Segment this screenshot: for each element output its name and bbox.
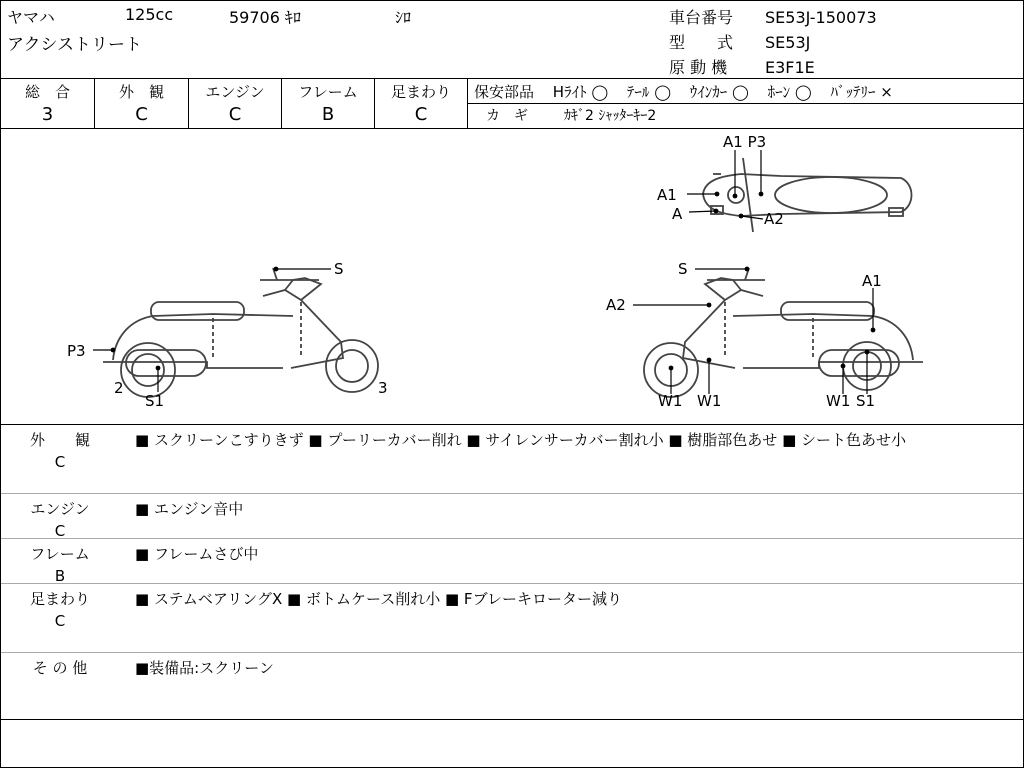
maker: ヤマハ <box>7 8 55 27</box>
grade-frame <box>282 79 375 128</box>
section-text: ■ ステムベアリングX ■ ボトムケース削れ小 ■ Fブレーキローター減り <box>135 590 622 608</box>
section-engine <box>1 494 1023 539</box>
section-frame <box>1 539 1023 584</box>
section-grade: B <box>54 567 66 585</box>
mileage: 59706 ｷﾛ <box>229 8 301 27</box>
section-grade: C <box>54 612 66 630</box>
section-text: ■ エンジン音中 <box>135 500 244 518</box>
section-exterior <box>1 425 1023 494</box>
grade-value: 3 <box>41 104 54 125</box>
label-3-left: 3 <box>378 379 388 397</box>
label-A1-top: A1 <box>657 186 677 204</box>
section-text: ■装備品:スクリーン <box>135 659 274 677</box>
label-S-right: S <box>678 260 688 278</box>
frame-number-row <box>669 5 877 28</box>
label-A1-right: A1 <box>862 272 882 290</box>
section-title: そ の 他 <box>32 659 88 677</box>
label-S-left: S <box>334 260 344 278</box>
grade-label: エンジン <box>205 83 265 101</box>
field-label: 原 動 機 <box>669 58 728 77</box>
keys-value: ｶｷﾞ2 ｼｬｯﾀｰｷｰ2 <box>564 108 657 124</box>
grade-label: 総 合 <box>24 83 70 101</box>
section-title: エンジン <box>30 500 90 518</box>
label-W1-right-1: W1 <box>658 392 683 410</box>
label-2-left: 2 <box>114 379 124 397</box>
safety-winker: ｳｲﾝｶｰ ◯ <box>689 83 749 101</box>
grade-label: 外 観 <box>118 83 164 101</box>
section-grade: C <box>54 522 66 540</box>
label-W1-right-2: W1 <box>697 392 722 410</box>
color: ｼﾛ <box>395 8 412 27</box>
section-grade: C <box>54 453 66 471</box>
grade-exterior <box>95 79 189 128</box>
safety-title: 保安部品 <box>474 83 535 101</box>
label-A2-top: A2 <box>764 210 784 228</box>
grade-value: C <box>414 104 428 125</box>
section-title: 外 観 <box>29 431 90 449</box>
model-code-row <box>669 30 810 53</box>
keys-row <box>486 105 656 125</box>
field-label: 車台番号 <box>669 8 734 27</box>
field-value: E3F1E <box>765 58 815 77</box>
field-label: 型 式 <box>669 33 734 52</box>
grade-engine <box>189 79 282 128</box>
engine-code-row <box>669 55 815 78</box>
grade-value: C <box>228 104 242 125</box>
scooter-left-view <box>103 268 378 397</box>
safety-headlight: Hﾗｲﾄ ◯ <box>552 83 609 101</box>
scooter-diagram-svg <box>1 128 1023 424</box>
grade-row <box>1 78 1023 129</box>
section-text: ■ フレームさび中 <box>135 545 259 563</box>
label-A1-P3-top: A1 P3 <box>723 133 767 151</box>
grade-suspension <box>375 79 468 128</box>
section-suspension <box>1 584 1023 653</box>
field-value: SE53J-150073 <box>765 8 877 27</box>
label-S1-right: S1 <box>856 392 876 410</box>
label-P3-left: P3 <box>67 342 86 360</box>
label-S1-left: S1 <box>145 392 165 410</box>
section-other <box>1 653 1023 720</box>
damage-diagram <box>1 128 1023 425</box>
scooter-left-labels <box>93 269 331 392</box>
grade-label: フレーム <box>298 83 358 101</box>
label-W1-right-3: W1 <box>826 392 851 410</box>
field-value: SE53J <box>765 33 811 52</box>
keys-label: カ ギ <box>486 108 528 124</box>
grade-value: C <box>135 104 148 125</box>
safety-taillight: ﾃｰﾙ ◯ <box>626 83 671 101</box>
grade-value: B <box>321 104 335 125</box>
model-name: アクシストリート <box>7 35 142 55</box>
safety-battery: ﾊﾞｯﾃﾘｰ × <box>830 83 893 101</box>
grade-overall <box>1 79 95 128</box>
grade-label: 足まわり <box>390 83 451 101</box>
section-text: ■ スクリーンこすりきず ■ プーリーカバー削れ ■ サイレンサーカバー割れ小 ■ 樹脂部色あせ ■ シート色あせ小 <box>135 431 907 449</box>
section-title: 足まわり <box>29 590 90 608</box>
divider <box>468 103 1023 104</box>
label-A-top: A <box>672 205 683 223</box>
safety-parts-list <box>474 81 907 102</box>
safety-parts <box>468 79 1023 128</box>
label-A2-right: A2 <box>606 296 626 314</box>
displacement: 125cc <box>125 5 174 24</box>
safety-horn: ﾎｰﾝ ◯ <box>767 83 812 101</box>
section-title: フレーム <box>30 545 90 563</box>
